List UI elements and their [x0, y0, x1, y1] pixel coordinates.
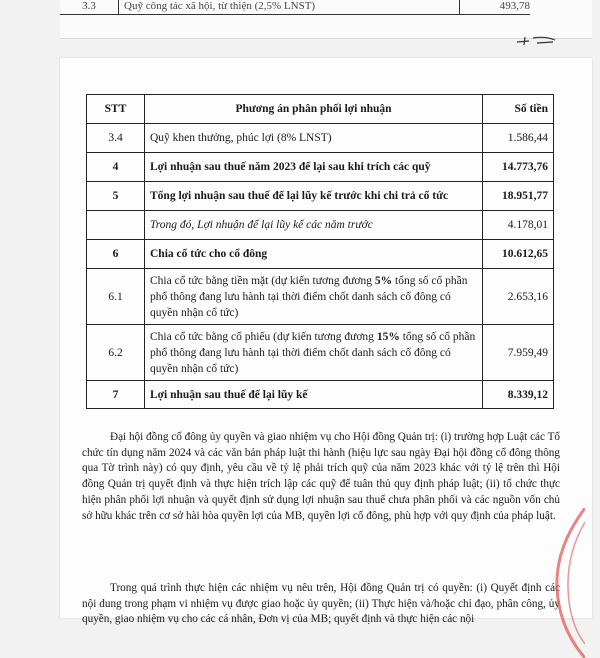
row-amount: 8.339,12	[483, 381, 554, 409]
row-amount: 2.653,16	[483, 269, 554, 325]
row-stt: 4	[87, 153, 145, 182]
table-row	[87, 269, 554, 325]
row-label-part: tổng số cổ phần phổ thông đang lưu hành tại thời điểm chốt danh sách cổ đông có quyền nhận cổ tức)	[150, 274, 468, 319]
row-label-percent: 5%	[374, 274, 393, 287]
row-label: Quỹ khen thưởng, phúc lợi (8% LNST)	[145, 124, 483, 153]
table-row	[87, 153, 554, 182]
row-stt	[87, 211, 145, 240]
paragraph-authorization: Đại hội đồng cổ đông ủy quyền và giao nhiệm vụ cho Hội đồng Quản trị: (i) trường hợp Luật các Tổ chức tín dụng năm 2024 và các văn bản pháp luật thi hành (hiệu lực sau ngày Đại hội đồng cổ đông thông qua Tờ trình này) có quy định, yêu cầu về tỷ lệ phải trích quỹ của năm 2023 khác với tỷ lệ trên thì Hội đồng Quản trị quyết định và thực hiện trích lập các quỹ để tuân thủ quy định pháp luật; (ii) tổ chức thực hiện phân phối lợi nhuận và quyết định sử dụng lợi nhuận sau thuế chưa phân phối và các nguồn vốn chủ sở hữu khác trên cơ sở hài hòa quyền lợi của MB, quyền lợi cổ đông, phù hợp với quy định của pháp luật.	[82, 431, 560, 522]
row-label-part: Chia cổ tức bằng cổ phiếu (dự kiến tương đương	[150, 330, 377, 343]
row-stt: 5	[87, 182, 145, 211]
row-label: Tổng lợi nhuận sau thuế để lại lũy kế trước khi chi trả cổ tức	[145, 182, 483, 211]
row-stt: 7	[87, 381, 145, 409]
document-page	[60, 58, 592, 626]
row-amount: 18.951,77	[483, 182, 554, 211]
table-row	[87, 240, 554, 269]
previous-table-row	[60, 0, 530, 15]
header-stt: STT	[87, 95, 145, 124]
row-label	[145, 269, 483, 325]
row-label-part: Chia cổ tức bằng tiền mặt (dự kiến tương đương	[150, 274, 375, 287]
prev-stt-cell: 3.3	[60, 0, 119, 14]
table-row	[87, 381, 554, 409]
row-label: Lợi nhuận sau thuế năm 2023 để lại sau khi trích các quỹ	[145, 153, 483, 182]
row-label: Chia cổ tức cho cổ đông	[145, 240, 483, 269]
table-row	[87, 124, 554, 153]
table-row	[87, 182, 554, 211]
row-label	[145, 325, 483, 381]
row-amount: 14.773,76	[483, 153, 554, 182]
table-row	[87, 211, 554, 240]
row-stt: 6.2	[87, 325, 145, 381]
prev-label-cell: Quỹ công tác xã hội, từ thiện (2,5% LNST)	[118, 0, 460, 14]
profit-distribution-table	[86, 94, 554, 409]
prev-amount-cell: 493,78	[499, 0, 530, 12]
previous-page-fragment	[60, 0, 592, 39]
table-row	[87, 325, 554, 381]
row-label: Trong đó, Lợi nhuận để lại lũy kế các năm trước	[145, 211, 483, 240]
row-stt: 6	[87, 240, 145, 269]
row-label: Lợi nhuận sau thuế để lại lũy kế	[145, 381, 483, 409]
paragraph-board-rights: Trong quá trình thực hiện các nhiệm vụ nêu trên, Hội đồng Quản trị có quyền: (i) Quyết định các nội dung trong phạm vi nhiệm vụ được giao hoặc ủy quyền; (ii) Thực hiện và/hoặc chỉ đạo, phân công, ủy quyền, giao nhiệm vụ cho các cá nhân, Đơn vị của MB; quyết định và thực hiện các nội	[82, 582, 560, 626]
row-stt: 6.1	[87, 269, 145, 325]
header-plan: Phương án phân phối lợi nhuận	[145, 95, 483, 124]
row-stt: 3.4	[87, 124, 145, 153]
row-amount: 7.959,49	[483, 325, 554, 381]
row-label-percent: 15%	[376, 330, 400, 343]
table-header-row	[87, 95, 554, 124]
header-amount: Số tiền	[483, 95, 554, 124]
red-seal-stamp-edge	[545, 508, 585, 658]
handwritten-initial-mark	[515, 34, 557, 46]
row-amount: 1.586,44	[483, 124, 554, 153]
row-amount: 4.178,01	[483, 211, 554, 240]
row-amount: 10.612,65	[483, 240, 554, 269]
row-label-part: tổng số cổ phần phổ thông đang lưu hành tại thời điểm chốt danh sách cổ đông có quyền nhận cổ tức)	[150, 330, 476, 375]
